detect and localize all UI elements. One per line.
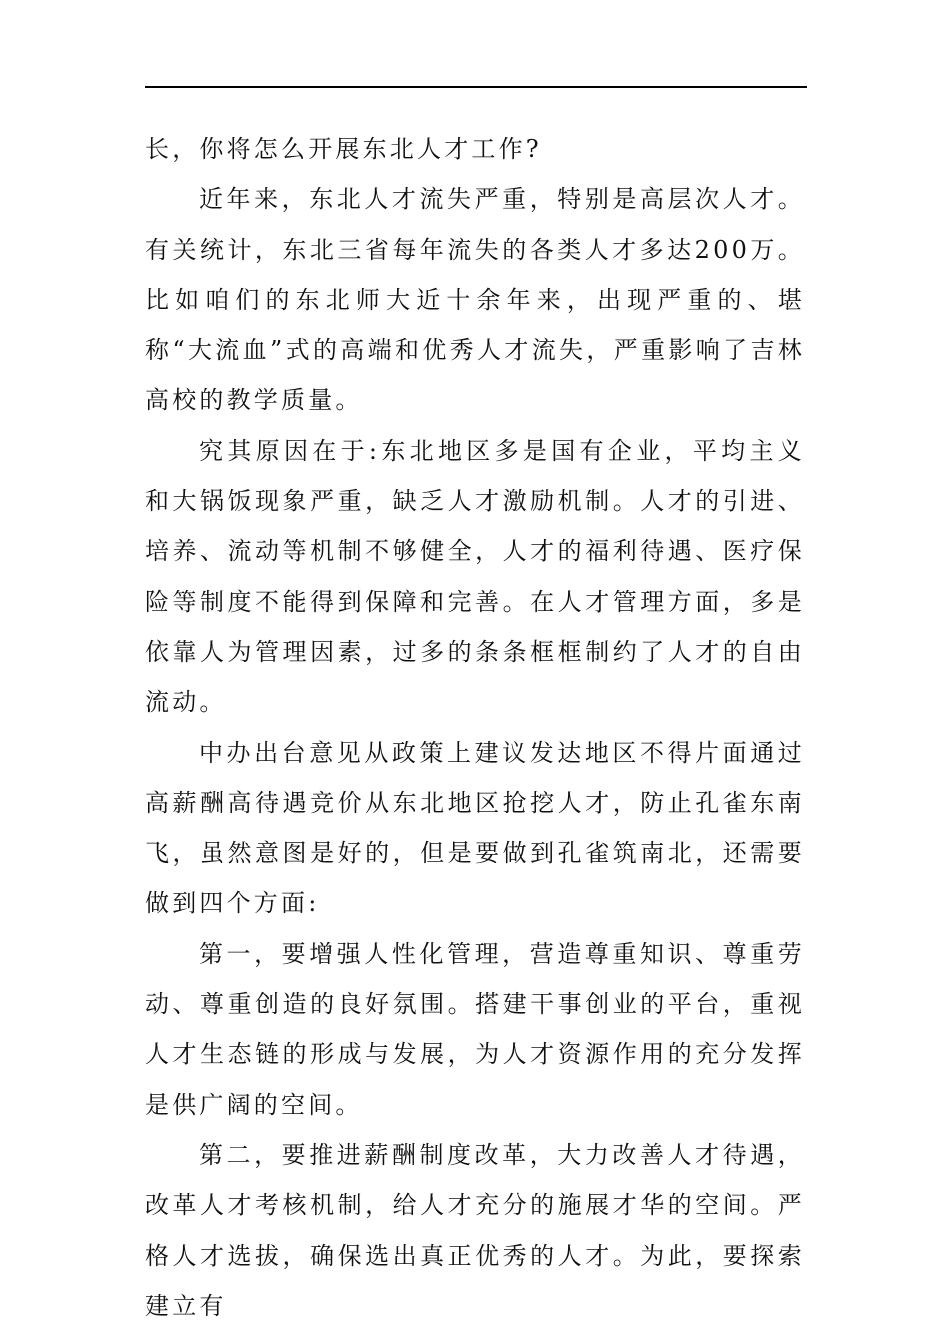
document-body	[145, 124, 805, 1331]
paragraph-second-point: 第二，要推进薪酬制度改革，大力改善人才待遇，改革人才考核机制，给人才充分的施展才华的空间。严格人才选拔，确保选出真正优秀的人才。为此，要探索建立有	[145, 1140, 805, 1320]
paragraph-talent-loss: 近年来，东北人才流失严重，特别是高层次人才。有关统计，东北三省每年流失的各类人才多达200万。比如咱们的东北师大近十余年来，出现严重的、堪称“大流血”式的高端和优秀人才流失，严重影响了吉林高校的教学质量。	[145, 185, 805, 415]
paragraph-first-point: 第一，要增强人性化管理，营造尊重知识、尊重劳动、尊重创造的良好氛围。搭建干事创业的平台，重视人才生态链的形成与发展，为人才资源作用的充分发挥是供广阔的空间。	[145, 939, 805, 1119]
header-rule	[145, 86, 807, 88]
paragraph-continuation: 长，你将怎么开展东北人才工作?	[145, 135, 542, 163]
paragraph-causes: 究其原因在于:东北地区多是国有企业，平均主义和大锅饭现象严重，缺乏人才激励机制。人才的引进、培养、流动等机制不够健全，人才的福利待遇、医疗保险等制度不能得到保障和完善。在人才管理方面，多是依靠人为管理因素，过多的条条框框制约了人才的自由流动。	[145, 436, 805, 717]
paragraph-policy: 中办出台意见从政策上建议发达地区不得片面通过高薪酬高待遇竞价从东北地区抢挖人才，防止孔雀东南飞，虽然意图是好的，但是要做到孔雀筑南北，还需要做到四个方面:	[145, 738, 805, 918]
